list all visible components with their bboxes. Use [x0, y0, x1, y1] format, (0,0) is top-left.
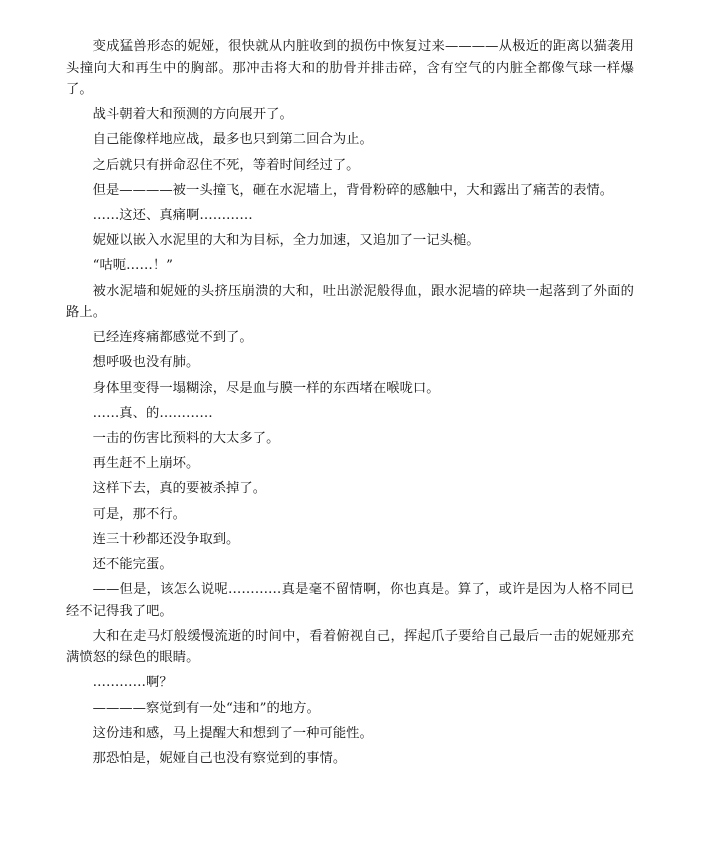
paragraph-1: 变成猛兽形态的妮娅，很快就从内脏收到的损伤中恢复过来————从极近的距离以猫袭用头撞向大和再生中的胸部。那冲击将大和的肋骨并排击碎，含有空气的内脏全都像气球一样爆了。: [66, 39, 634, 97]
paragraph-24: 这份违和感，马上提醒大和想到了一种可能性。: [92, 725, 373, 741]
paragraph-6: ……这还、真痛啊…………: [92, 207, 253, 223]
paragraph-12: 身体里变得一塌糊涂，尽是血与膜一样的东西堵在喉咙口。: [92, 380, 440, 396]
paragraph-23: ————察觉到有一处“违和”的地方。: [92, 700, 320, 716]
paragraph-2: 战斗朝着大和预测的方向展开了。: [92, 107, 293, 123]
paragraph-9: 被水泥墙和妮娅的头挤压崩溃的大和，吐出淤泥般得血，跟水泥墙的碎块一起落到了外面的路上。: [66, 283, 634, 320]
paragraph-8: “咕呃……！”: [92, 258, 174, 274]
paragraph-4: 之后就只有拼命忍住不死，等着时间经过了。: [92, 157, 360, 173]
paragraph-11: 想呼吸也没有肺。: [92, 355, 200, 371]
paragraph-5: 但是————被一头撞飞，砸在水泥墙上，背骨粉碎的感触中，大和露出了痛苦的表情。: [92, 182, 614, 198]
paragraph-10: 已经连疼痛都感觉不到了。: [92, 330, 253, 346]
paragraph-22: …………啊？: [92, 675, 173, 691]
paragraph-16: 这样下去，真的要被杀掉了。: [92, 481, 267, 497]
paragraph-21: 大和在走马灯般缓慢流逝的时间中，看着俯视自己，挥起爪子要给自己最后一击的妮娅那充满愤怒的绿色的眼睛。: [66, 628, 634, 666]
paragraph-3: 自己能像样地应战，最多也只到第二回合为止。: [92, 132, 373, 148]
paragraph-7: 妮娅以嵌入水泥里的大和为目标，全力加速，又追加了一记头槌。: [92, 233, 480, 249]
paragraph-14: 一击的伤害比预料的大太多了。: [92, 430, 280, 446]
paragraph-17: 可是，那不行。: [92, 506, 187, 522]
paragraph-25: 那恐怕是，妮娅自己也没有察觉到的事情。: [92, 751, 347, 766]
paragraph-15: 再生赶不上崩坏。: [92, 456, 200, 472]
document-page: [66, 36, 634, 773]
paragraph-20: ——但是，该怎么说呢…………真是毫不留情啊，你也真是。算了，或许是因为人格不同已经不记得我了吧。: [66, 582, 634, 619]
paragraph-19: 还不能完蛋。: [92, 556, 173, 572]
paragraph-13: ……真、的…………: [92, 405, 213, 421]
paragraph-18: 连三十秒都还没争取到。: [92, 531, 240, 547]
